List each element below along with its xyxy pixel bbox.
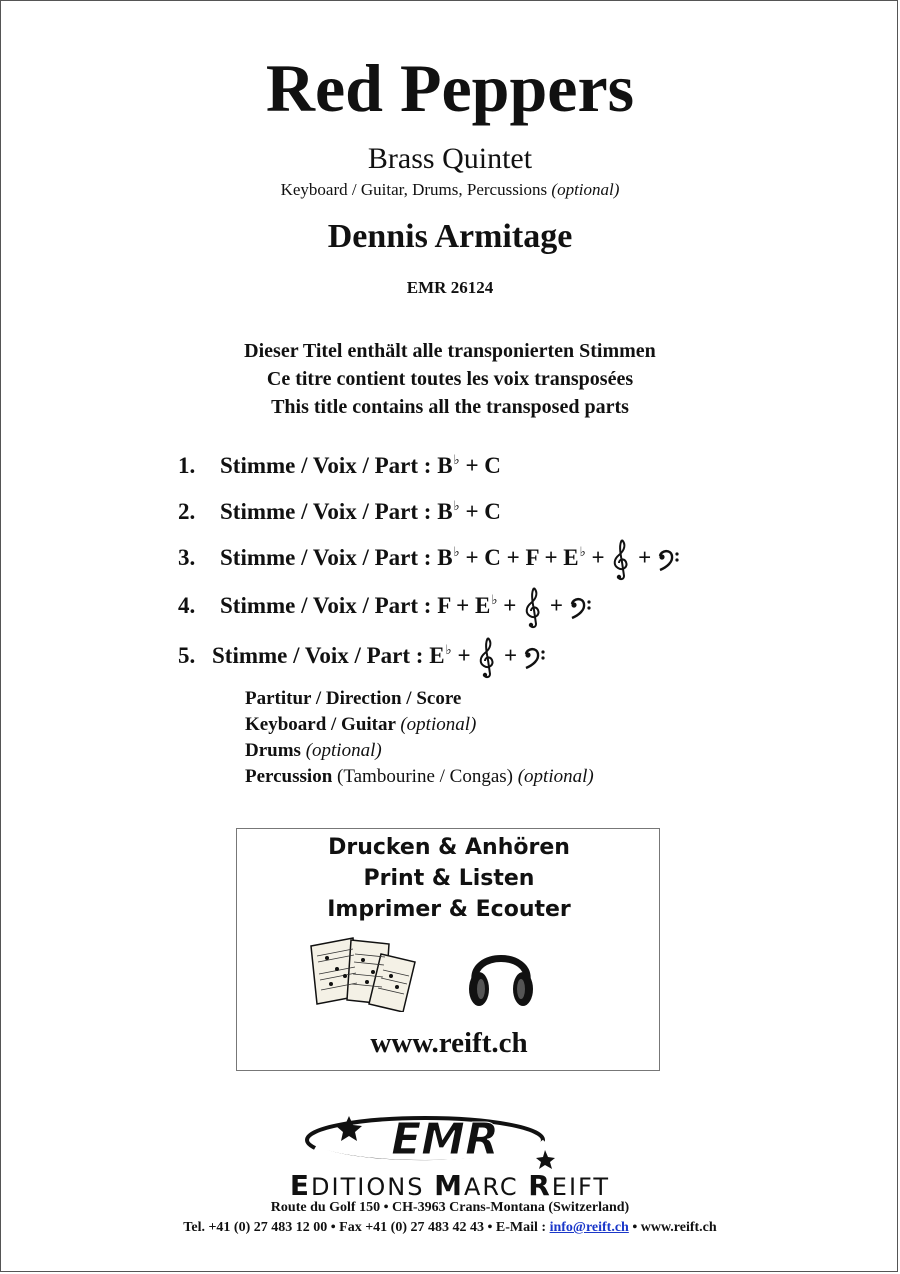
part-number: 3.: [178, 545, 196, 570]
part-row-4: [178, 580, 593, 620]
publisher-contact: [0, 1218, 900, 1238]
print-listen-box: [236, 828, 660, 1071]
extra-bold: Percussion: [245, 766, 338, 787]
contact-prefix: Tel. +41 (0) 27 483 12 00 • Fax +41 (0) 27 483 42 43 • E-Mail :: [183, 1220, 550, 1235]
bass-clef-icon: [523, 646, 547, 670]
treble-clef-icon: [610, 538, 632, 582]
flat-sign: ♭: [453, 544, 460, 559]
part-key: B: [437, 499, 453, 524]
promo-line-fr: Imprimer & Ecouter: [327, 897, 571, 922]
part-key: F + E: [437, 593, 491, 618]
logo-text: EMR: [391, 1114, 499, 1165]
promo-line-de: Drucken & Anhören: [328, 835, 570, 860]
part-key: B: [437, 545, 453, 570]
extra-optional: (optional): [517, 766, 594, 787]
part-label: Stimme / Voix / Part :: [220, 545, 432, 570]
promo-line-en: Print & Listen: [363, 866, 535, 891]
extra-bold: Keyboard / Guitar: [245, 714, 401, 735]
flat-sign: ♭: [579, 544, 586, 559]
part-number: 5.: [178, 643, 196, 668]
emr-logo: [295, 1108, 575, 1170]
extra-bold: Drums: [245, 740, 306, 761]
publisher-name-part: EIFT: [551, 1173, 611, 1201]
part-row-1: [178, 440, 501, 480]
page-title: Red Peppers: [265, 50, 635, 126]
part-label: Stimme / Voix / Part :: [220, 499, 432, 524]
publisher-address: Route du Golf 150 • CH-3963 Crans-Montana (Switzerland): [270, 1200, 630, 1215]
part-key: B: [437, 453, 453, 478]
publisher-name-part: ARC: [463, 1173, 529, 1201]
extra-item: [245, 686, 594, 712]
part-label: Stimme / Voix / Part :: [220, 593, 432, 618]
flat-sign: ♭: [453, 452, 460, 467]
part-label: Stimme / Voix / Part :: [220, 453, 432, 478]
catalog-code: EMR 26124: [406, 278, 494, 297]
website-url[interactable]: www.reift.ch: [370, 1027, 528, 1059]
part-number: 2.: [178, 499, 196, 524]
score-contents: [245, 686, 594, 790]
part-key: + C + F + E: [459, 545, 579, 570]
publisher-name-part: E: [289, 1169, 312, 1202]
instrumentation: [0, 179, 900, 201]
part-key: + C: [459, 499, 501, 524]
contact-suffix: • www.reift.ch: [628, 1220, 717, 1235]
transposed-notice: [0, 337, 900, 421]
notice-fr: Ce titre contient toutes les voix transposées: [266, 368, 634, 390]
instrumentation-text: Keyboard / Guitar, Drums, Percussions: [280, 180, 552, 199]
extra-optional: (optional): [305, 740, 382, 761]
subtitle: Brass Quintet: [367, 142, 533, 175]
notice-de: Dieser Titel enthält alle transponierten Stimmen: [244, 340, 656, 362]
plus-sign: +: [632, 545, 658, 570]
notice-en: This title contains all the transposed parts: [271, 396, 629, 418]
star-icon: [536, 1150, 555, 1169]
treble-clef-icon: [522, 586, 544, 630]
bass-clef-icon: [657, 548, 681, 572]
plus-sign: +: [585, 545, 611, 570]
extra-optional: (optional): [400, 714, 477, 735]
plus-sign: +: [544, 593, 569, 618]
part-key: + C: [459, 453, 501, 478]
extra-normal: (Tambourine / Congas): [337, 766, 518, 787]
part-number: 4.: [178, 593, 196, 618]
treble-clef-icon: [476, 636, 498, 680]
part-label: Stimme / Voix / Part :: [212, 643, 424, 668]
publisher-name-part: DITIONS: [311, 1173, 435, 1201]
plus-sign: +: [451, 643, 477, 668]
publisher-name-part: M: [434, 1169, 464, 1202]
flat-sign: ♭: [491, 592, 498, 607]
flat-sign: ♭: [445, 642, 452, 657]
flat-sign: ♭: [453, 498, 460, 513]
star-icon: [336, 1116, 362, 1141]
extra-item: [245, 738, 594, 764]
instrumentation-optional: (optional): [551, 180, 620, 199]
extra-item: [245, 764, 594, 790]
headphones-icon: [465, 937, 537, 1011]
part-key: E: [429, 643, 445, 668]
composer: Dennis Armitage: [327, 218, 573, 255]
plus-sign: +: [498, 643, 523, 668]
publisher-name-part: R: [528, 1169, 552, 1202]
part-number: 1.: [178, 453, 196, 478]
part-row-3: [178, 532, 681, 572]
extra-bold: Partitur / Direction / Score: [245, 688, 462, 709]
email-link[interactable]: info@reift.ch: [549, 1220, 629, 1235]
plus-sign: +: [497, 593, 523, 618]
publisher-name: [0, 1169, 900, 1202]
bass-clef-icon: [569, 596, 593, 620]
part-row-5: [178, 630, 547, 670]
extra-item: [245, 712, 594, 738]
sheet-music-icon: [307, 932, 423, 1012]
part-row-2: [178, 486, 501, 526]
